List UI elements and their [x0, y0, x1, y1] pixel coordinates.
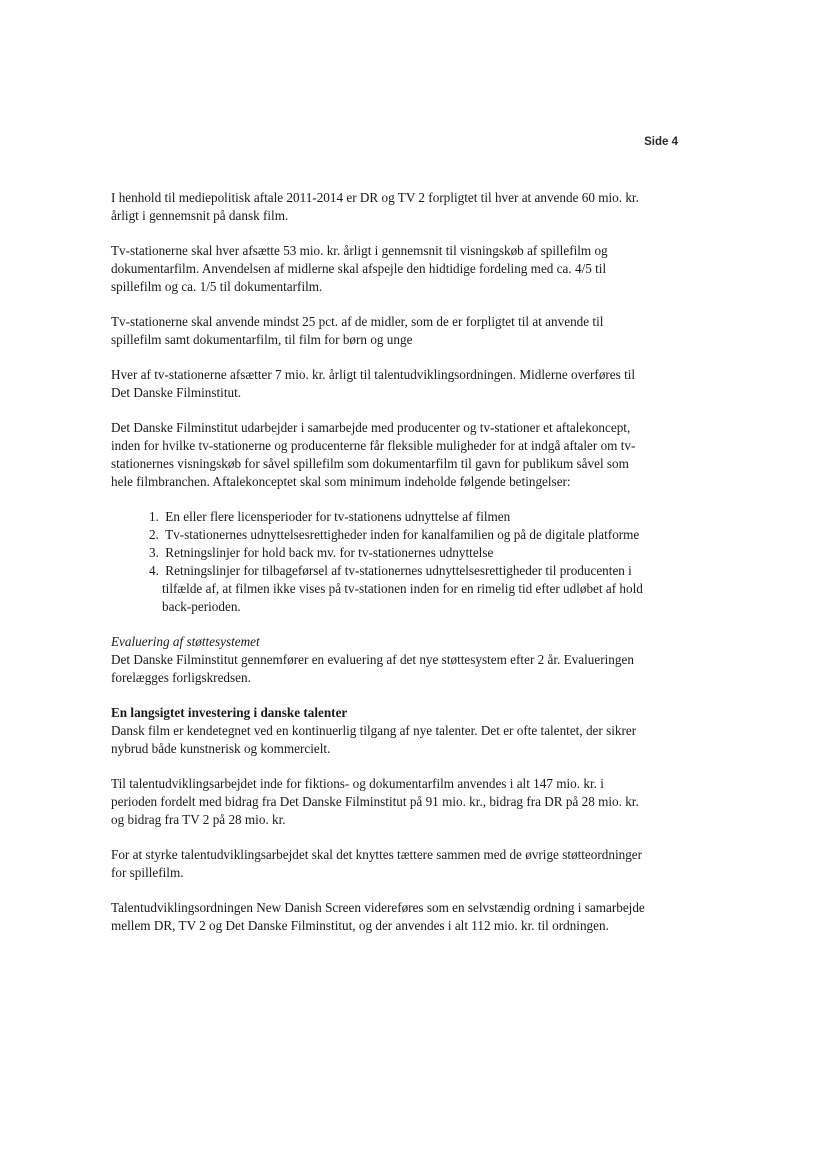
list-item-text: Tv-stationernes udnyttelsesrettigheder inden for kanalfamilien og på de digitale platforme [165, 527, 640, 542]
conditions-list [111, 508, 651, 616]
paragraph-media-agreement: I henhold til mediepolitisk aftale 2011-2014 er DR og TV 2 forpligtet til hver at anvende 60 mio. kr. årligt i gennemsnit på dansk film. [111, 190, 639, 223]
evaluation-heading: Evaluering af støttesystemet [111, 634, 260, 649]
list-item-text: Retningslinjer for tilbageførsel af tv-stationernes udnyttelsesrettigheder til producenten i tilfælde af, at filmen ikke vises på tv-stationen inden for en rimelig tid efter udløbet af hold back-perioden. [162, 563, 643, 614]
list-item-number: 1. [149, 509, 159, 524]
paragraph-talent-budget: Til talentudviklingsarbejdet inde for fiktions- og dokumentarfilm anvendes i alt 147 mio. kr. i perioden fordelt med bidrag fra Det Danske Filminstitut på 91 mio. kr., bidrag fra DR på 28 mio. kr. og bidrag fra TV 2 på 28 mio. kr. [111, 776, 639, 827]
evaluation-section [111, 633, 651, 687]
list-item [149, 562, 651, 616]
paragraph-agreement-concept: Det Danske Filminstitut udarbejder i samarbejde med producenter og tv-stationer et aftalekoncept, inden for hvilke tv-stationerne og producenterne får fleksible muligheder for at indgå aftaler om tv-stationernes visningskøb for såvel spillefilm som dokumentarfilm til gavn for publikum såvel som hele filmbranchen. Aftalekonceptet skal som minimum indeholde følgende betingelser: [111, 420, 636, 489]
evaluation-text: Det Danske Filminstitut gennemfører en evaluering af det nye støttesystem efter 2 år. Evalueringen forelægges forligskredsen. [111, 652, 634, 685]
list-item [149, 508, 651, 526]
talent-text: Dansk film er kendetegnet ved en kontinuerlig tilgang af nye talenter. Det er ofte talentet, der sikrer nybrud både kunstnerisk og kommercielt. [111, 723, 637, 756]
list-item-number: 2. [149, 527, 159, 542]
list-item-text: Retningslinjer for hold back mv. for tv-stationernes udnyttelse [165, 545, 494, 560]
paragraph-purchase-allocation: Tv-stationerne skal hver afsætte 53 mio. kr. årligt i gennemsnit til visningskøb af spillefilm og dokumentarfilm. Anvendelsen af midlerne skal afspejle den hidtidige fordeling med ca. 4/5 til spillefilm og ca. 1/5 til dokumentarfilm. [111, 243, 608, 294]
paragraph-talent-integration: For at styrke talentudviklingsarbejdet skal det knyttes tættere sammen med de øvrige støtteordninger for spillefilm. [111, 847, 643, 880]
list-item-number: 3. [149, 545, 159, 560]
page-number: Side 4 [644, 136, 678, 148]
paragraph-talent-funding: Hver af tv-stationerne afsætter 7 mio. kr. årligt til talentudviklingsordningen. Midlerne overføres til Det Danske Filminstitut. [111, 367, 636, 400]
list-item-number: 4. [149, 563, 159, 578]
paragraph-new-danish-screen: Talentudviklingsordningen New Danish Screen videreføres som en selvstændig ordning i samarbejde mellem DR, TV 2 og Det Danske Filminstitut, og der anvendes i alt 112 mio. kr. til ordningen. [111, 900, 645, 933]
talent-section [111, 704, 651, 758]
document-body [111, 189, 651, 952]
list-item-text: En eller flere licensperioder for tv-stationens udnyttelse af filmen [165, 509, 511, 524]
paragraph-children-films: Tv-stationerne skal anvende mindst 25 pct. af de midler, som de er forpligtet til at anvende til spillefilm samt dokumentarfilm, til film for børn og unge [111, 314, 604, 347]
list-item [149, 526, 651, 544]
talent-heading: En langsigtet investering i danske talenter [111, 705, 348, 720]
list-item [149, 544, 651, 562]
